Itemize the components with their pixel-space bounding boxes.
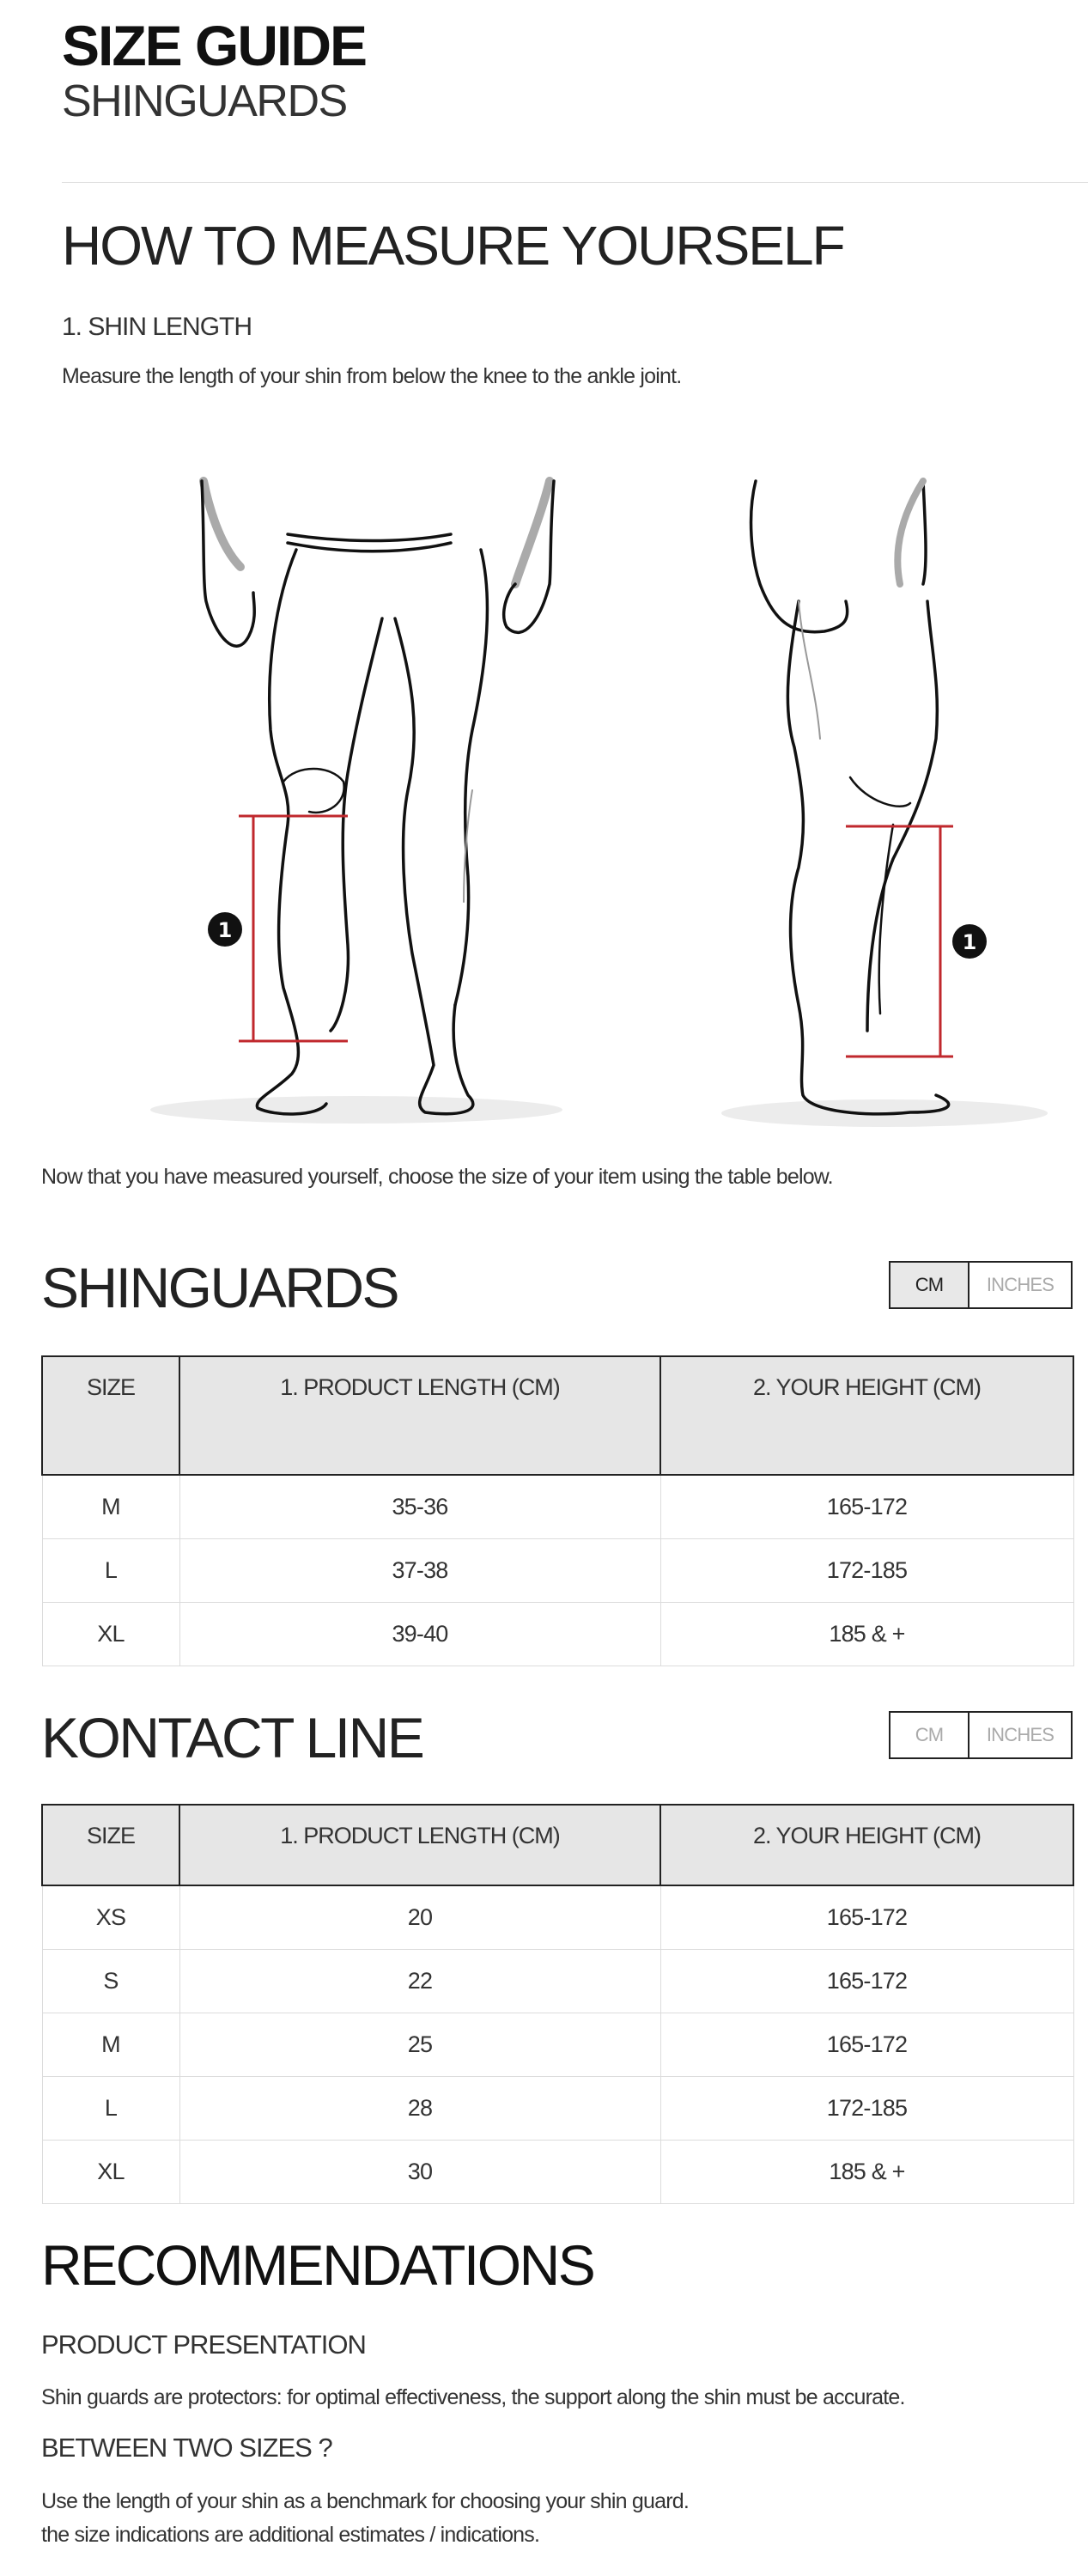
product-length-cell: 35-36 <box>179 1475 660 1539</box>
product-length-cell: 28 <box>179 2077 660 2141</box>
size-cell: M <box>42 1475 179 1539</box>
table-header-row <box>42 1805 1073 1885</box>
table-header-row <box>42 1356 1073 1475</box>
kontact-inches-button[interactable]: INCHES <box>986 1724 1055 1745</box>
height-column-header: 2. YOUR HEIGHT (CM) <box>660 1356 1073 1475</box>
shinguards-inches-button[interactable]: INCHES <box>986 1274 1055 1295</box>
height-cell: 165-172 <box>660 1950 1073 2013</box>
height-cell: 185 & + <box>660 2141 1073 2204</box>
shinguards-cm-button[interactable]: CM <box>890 1263 969 1307</box>
kontact-cm-button[interactable]: CM <box>890 1713 969 1757</box>
header-divider <box>62 182 1088 183</box>
product-length-column-header: 1. PRODUCT LENGTH (CM) <box>179 1356 660 1475</box>
height-cell: 165-172 <box>660 2013 1073 2077</box>
product-length-cell: 39-40 <box>179 1603 660 1666</box>
shinguards-size-table <box>41 1355 1074 1666</box>
table-row <box>42 2141 1073 2204</box>
side-leg-drawing <box>751 481 949 1114</box>
shin-length-title: 1. SHIN LENGTH <box>62 313 252 341</box>
size-cell: XS <box>42 1885 179 1950</box>
product-length-cell: 37-38 <box>179 1539 660 1603</box>
height-cell: 165-172 <box>660 1885 1073 1950</box>
kontact-unit-toggle <box>889 1711 1073 1759</box>
page-subtitle: SHINGUARDS <box>62 76 347 126</box>
between-sizes-text-2: the size indications are additional estimates / indications. <box>41 2523 540 2547</box>
between-sizes-text-1: Use the length of your shin as a benchmark for choosing your shin guard. <box>41 2489 689 2513</box>
product-length-cell: 22 <box>179 1950 660 2013</box>
between-sizes-heading: BETWEEN TWO SIZES ? <box>41 2433 332 2463</box>
front-shin-measure-line <box>239 816 348 1041</box>
size-column-header: SIZE <box>42 1805 179 1885</box>
table-intro-text: Now that you have measured yourself, choose the size of your item using the table below. <box>41 1165 833 1189</box>
size-cell: L <box>42 2077 179 2141</box>
product-length-column-header: 1. PRODUCT LENGTH (CM) <box>179 1805 660 1885</box>
product-presentation-text: Shin guards are protectors: for optimal effectiveness, the support along the shin must be accurate. <box>41 2385 905 2409</box>
shinguards-title: SHINGUARDS <box>41 1256 398 1319</box>
recommendations-title: RECOMMENDATIONS <box>41 2233 594 2297</box>
size-cell: S <box>42 1950 179 2013</box>
leg-measurement-illustration <box>137 464 1065 1142</box>
height-cell: 185 & + <box>660 1603 1073 1666</box>
table-row <box>42 1539 1073 1603</box>
kontact-size-table <box>41 1804 1074 2204</box>
table-row <box>42 1603 1073 1666</box>
side-marker-label: 1 <box>962 930 977 954</box>
table-row <box>42 2077 1073 2141</box>
page-title: SIZE GUIDE <box>62 14 367 77</box>
size-column-header: SIZE <box>42 1356 179 1475</box>
table-row <box>42 1950 1073 2013</box>
kontact-line-title: KONTACT LINE <box>41 1706 423 1769</box>
shinguards-unit-toggle <box>889 1261 1073 1309</box>
table-row <box>42 1885 1073 1950</box>
table-row <box>42 2013 1073 2077</box>
size-cell: XL <box>42 1603 179 1666</box>
measure-heading: HOW TO MEASURE YOURSELF <box>62 215 844 277</box>
height-cell: 172-185 <box>660 2077 1073 2141</box>
size-cell: M <box>42 2013 179 2077</box>
product-presentation-heading: PRODUCT PRESENTATION <box>41 2329 366 2360</box>
front-marker-label: 1 <box>217 918 233 942</box>
side-shin-measure-line <box>846 826 953 1057</box>
table-row <box>42 1475 1073 1539</box>
size-cell: L <box>42 1539 179 1603</box>
product-length-cell: 25 <box>179 2013 660 2077</box>
height-cell: 172-185 <box>660 1539 1073 1603</box>
product-length-cell: 30 <box>179 2141 660 2204</box>
shin-length-instructions: Measure the length of your shin from below the knee to the ankle joint. <box>62 364 682 388</box>
height-cell: 165-172 <box>660 1475 1073 1539</box>
size-cell: XL <box>42 2141 179 2204</box>
height-column-header: 2. YOUR HEIGHT (CM) <box>660 1805 1073 1885</box>
product-length-cell: 20 <box>179 1885 660 1950</box>
